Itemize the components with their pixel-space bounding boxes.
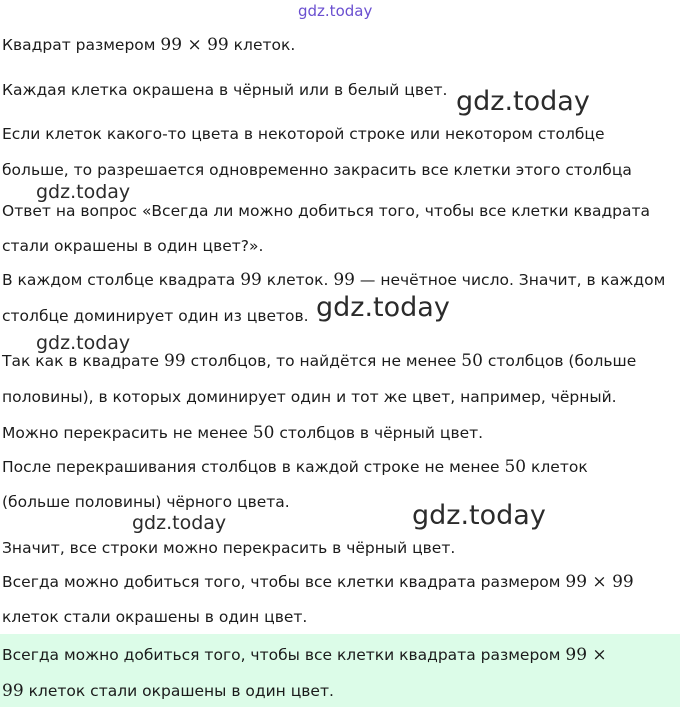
- times-sign: ×: [587, 572, 613, 592]
- math-number: 99: [164, 351, 186, 371]
- text-line-7: В каждом столбце квадрата 99 клеток. 99 — нечётное число. Значит, в каждом: [2, 270, 666, 290]
- text-line-1: Квадрат размером 99 × 99 клеток.: [2, 35, 296, 55]
- watermark-top: gdz.today: [298, 2, 373, 20]
- text-line-9: Так как в квадрате 99 столбцов, то найдётся не менее 50 столбцов (больше: [2, 351, 637, 371]
- answer-line-2: 99 клеток стали окрашены в один цвет.: [2, 681, 334, 701]
- watermark-small: gdz.today: [132, 512, 227, 534]
- text-line-6: стали окрашены в один цвет?».: [2, 237, 264, 255]
- math-number: 99: [565, 572, 588, 592]
- math-number: 99: [160, 35, 183, 55]
- math-number: 99: [565, 645, 588, 665]
- answer-line-1: Всегда можно добиться того, чтобы все клетки квадрата размером 99 ×: [2, 645, 607, 665]
- text-line-4: больше, то разрешается одновременно закрасить все клетки этого столбца: [2, 161, 632, 179]
- math-number: 99: [612, 572, 634, 592]
- watermark-large: gdz.today: [412, 500, 546, 531]
- math-number: 50: [461, 351, 483, 371]
- text-line-16: клеток стали окрашены в один цвет.: [2, 608, 308, 626]
- watermark-small: gdz.today: [36, 332, 131, 354]
- times-sign: ×: [182, 35, 208, 55]
- watermark-large: gdz.today: [316, 292, 450, 323]
- math-number: 50: [252, 423, 275, 443]
- text-line-3: Если клеток какого-то цвета в некоторой строке или некотором столбце: [2, 125, 605, 143]
- text-line-11: Можно перекрасить не менее 50 столбцов в чёрный цвет.: [2, 423, 484, 443]
- watermark-small: gdz.today: [36, 181, 131, 203]
- math-number: 50: [504, 457, 527, 477]
- math-number: 99: [207, 35, 229, 55]
- text-line-15: Всегда можно добиться того, чтобы все клетки квадрата размером 99 × 99: [2, 572, 634, 592]
- math-number: 99: [2, 681, 24, 701]
- text-line-2: Каждая клетка окрашена в чёрный или в белый цвет.: [2, 81, 448, 99]
- text-line-12: После перекрашивания столбцов в каждой строке не менее 50 клеток: [2, 457, 588, 477]
- text-line-14: Значит, все строки можно перекрасить в чёрный цвет.: [2, 539, 456, 557]
- watermark-large: gdz.today: [456, 86, 590, 117]
- text-line-5: Ответ на вопрос «Всегда ли можно добиться того, чтобы все клетки квадрата: [2, 202, 651, 220]
- text-line-13: (больше половины) чёрного цвета.: [2, 493, 290, 511]
- text-line-10: половины), в которых доминирует один и тот же цвет, например, чёрный.: [2, 388, 617, 406]
- times-sign: ×: [587, 645, 607, 665]
- math-number: 99: [240, 270, 262, 290]
- math-number: 99: [333, 270, 355, 290]
- text-line-8: столбце доминирует один из цветов.: [2, 307, 309, 325]
